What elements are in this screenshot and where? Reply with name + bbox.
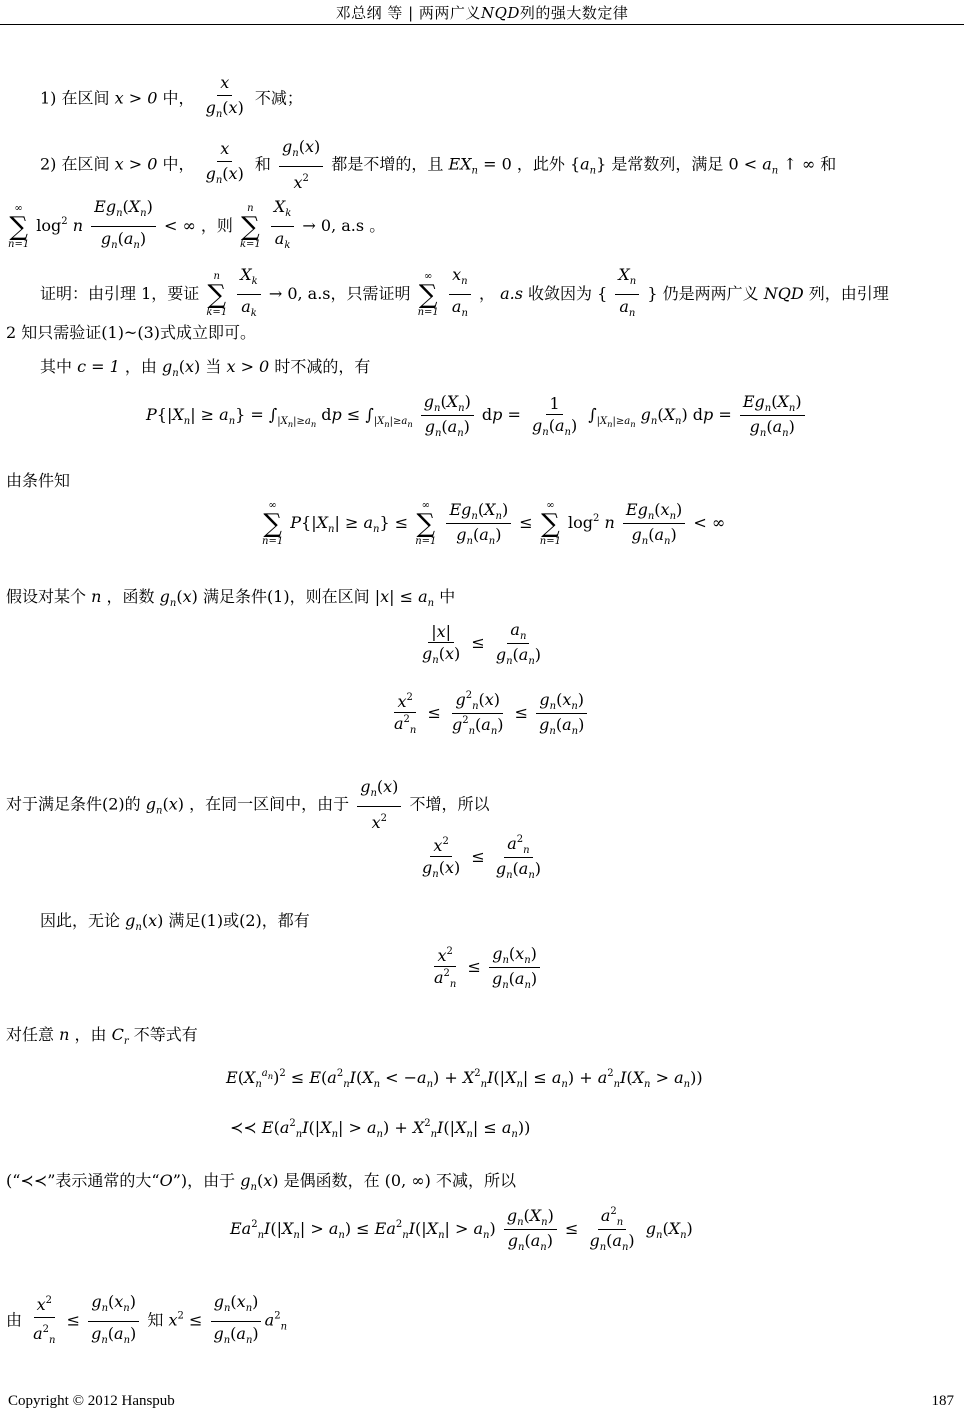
sum-operator: ∞ ∑ n=1	[417, 270, 439, 318]
fraction: $\frac{x}{g_n(x)}$	[205, 73, 244, 120]
equation-ineq-2: $\frac{x^2}{a^2_n}$ ≤ $\frac{g^2_n(x)}{g^2_n(a_n)}$ ≤ $\frac{g_n(x_n)}{g_n(a_n)}$	[388, 690, 590, 737]
fraction: $\frac{1}{g_n(a_n)}$	[531, 393, 578, 438]
fraction: $\frac{X_k}{a_k}$	[271, 196, 294, 257]
math-inline: NQD	[763, 284, 804, 303]
text: ，在同一区间中，由于	[189, 794, 350, 814]
condition-1	[40, 72, 303, 126]
text: ，	[478, 284, 495, 303]
math-inline: x > 0	[114, 154, 158, 174]
text: ”)，由于	[172, 1171, 236, 1190]
header-text: 邓总纲 等 | 两两广义	[335, 4, 481, 22]
fraction: $\frac{g_n(X_n)}{g_n(a_n)}$	[421, 392, 474, 439]
text: 不减；	[254, 88, 303, 108]
condition-sum: ∞ ∑ n=1 $\log^2 n$ $\frac{Eg_n(X_n)}{g_n(a_n)}$ < ∞ ，则 n ∑ k=1 $\frac{X_k}{a_k}$ → 0, a.s 。	[6, 196, 385, 257]
text: ，此外	[516, 154, 565, 174]
equation-ineq-1: $\frac{|x|}{g_n(x)}$ ≤ $\frac{a_n}{g_n(a_n)}$	[422, 620, 542, 667]
any-line: 对任意 n ，由 $C_r$ 不等式有	[6, 1025, 198, 1047]
header-nqd: NQD	[480, 4, 520, 22]
text: 列，由引理	[808, 284, 889, 303]
math-inline: O	[159, 1171, 173, 1190]
math-inline: a.s	[500, 284, 523, 303]
header-rule	[0, 24, 964, 25]
equation-cr-2: ≺≺ $E(a^2_nI(|X_n| > a_n) + X^2_nI(|X_n| \le a_n))$	[230, 1118, 531, 1140]
fraction: $\frac{x_n}{a_n}$	[449, 264, 471, 325]
text: 对于满足条件(2)的	[6, 794, 141, 814]
text: 仍是两两广义	[662, 284, 759, 303]
proof-line: 证明：由引理 1，要证 n ∑ k=1 $\frac{X_k}{a_k}$ → 0, a.s，只需证明 ∞ ∑ n=1 $\frac{x_n}{a_n}$ ， a.s 收敛因为 { $\frac{X_n}{a_n}$ } 仍是两两广义 NQD 列，由引理	[40, 264, 889, 325]
text-line: 由条件知	[6, 471, 71, 490]
fraction: $\frac{Eg_n(X_n)}{g_n(a_n)}$	[740, 392, 805, 439]
big-o-line: (“≺≺”表示通常的大“O”)，由于 $g_n(x)$ 是偶函数，在 (0, ∞) 不减，所以	[6, 1171, 516, 1193]
fraction: $\frac{g_n(x)}{x^2}$	[279, 136, 323, 194]
cond2-line: 对于满足条件(2)的 $g_n(x)$ ，在同一区间中，由于 $\frac{g_n(x)}{x^2}$ 不增，所以	[6, 777, 490, 832]
text: (“	[6, 1171, 21, 1190]
text: ，则	[200, 216, 233, 235]
text: 满足条件(1)，则在区间	[202, 587, 370, 606]
text: 满足(1)或(2)，都有	[168, 911, 310, 930]
text: 2) 在区间	[40, 154, 110, 174]
text: 中，	[162, 88, 195, 108]
math-inline: c = 1	[77, 357, 120, 376]
fraction: $\frac{X_k}{a_k}$	[237, 264, 260, 325]
text: 时不减的，有	[274, 357, 371, 376]
text: → 0, a.s，只需证明	[268, 284, 411, 303]
text: 由	[6, 1310, 23, 1330]
text: 不等式有	[133, 1025, 198, 1044]
math-inline: n	[59, 1025, 70, 1044]
text: 是常数列，满足	[611, 154, 724, 174]
fraction: $\frac{x}{g_n(x)}$	[205, 139, 244, 186]
equation-ineq-4: $\frac{x^2}{a^2_n}$ ≤ $\frac{g_n(x_n)}{g_n(a_n)}$	[428, 944, 543, 991]
math-inline: x > 0	[226, 357, 270, 376]
text: 对任意	[6, 1025, 55, 1044]
footer-copyright: Copyright © 2012 Hanspub	[8, 1393, 175, 1409]
text: ，由	[124, 357, 157, 376]
text: 知	[147, 1310, 164, 1330]
math-inline: ≺≺	[20, 1171, 48, 1190]
header-text-suffix: 列的强大数定律	[519, 4, 629, 22]
text: 中	[439, 587, 456, 606]
text: ，函数	[106, 587, 155, 606]
math-inline: x > 0	[114, 88, 158, 108]
text: 证明：由引理 1，要证	[40, 284, 200, 303]
text: 和	[254, 154, 271, 174]
text: 不增，所以	[409, 794, 490, 814]
fraction: $\frac{X_n}{a_n}$	[615, 264, 639, 325]
fraction: $\frac{Eg_n(X_n)}{g_n(a_n)}$	[91, 196, 156, 257]
hence-line: 因此，无论 $g_n(x)$ 满足(1)或(2)，都有	[40, 911, 310, 933]
text: 收敛因为	[528, 284, 593, 303]
sum-operator: ∞ ∑ n=1	[8, 202, 30, 250]
final-line: 由 $\frac{x^2}{a^2_n}$ ≤ $\frac{g_n(x_n)}{g_n(a_n)}$ 知 $x^2$ ≤ $\frac{g_n(x_n)}{g_n(a_n)}$ $a^2_n$	[6, 1291, 288, 1346]
text: 不减，所以	[435, 1171, 516, 1190]
equation-final-ineq: $Ea^2_nI(|X_n| > a_n) \le Ea^2_nI(|X_n| > a_n)$ $\frac{g_n(X_n)}{g_n(a_n)}$ ≤ $\frac{a^2_n}{g_n(a_n)}$ $g_n(X_n)$	[230, 1206, 693, 1253]
text: 其中	[40, 357, 73, 376]
equation-ineq-3: $\frac{x^2}{g_n(x)}$ ≤ $\frac{a^2_n}{g_n(a_n)}$	[422, 834, 542, 881]
text: ”表示通常的大“	[47, 1171, 160, 1190]
where-line: 其中 c = 1 ，由 $g_n(x)$ 当 x > 0 时不减的，有	[40, 357, 371, 379]
equation-cr-1: $E(X_n^{a_n})^2 \le E(a^2_nI(X_n < -a_n) + X^2_nI(|X_n| \le a_n) + a^2_nI(X_n > a_n))$	[226, 1068, 703, 1090]
sum-operator: n ∑ k=1	[206, 270, 228, 318]
condition-2: 2) 在区间 x > 0 中， $\frac{x}{g_n(x)}$ 和 $\frac{g_n(x)}{x^2}$ 都是不增的，且 $EX_n = 0$ ，此外 $\{a_n\}$ 是常数列，满足 $0 < a_n$ ↑ ∞ 和	[40, 137, 837, 192]
text: 因此，无论	[40, 911, 121, 930]
text: 和	[820, 154, 837, 174]
footer-page-number: 187	[931, 1393, 954, 1409]
text: 都是不增的，且	[331, 154, 444, 174]
text: 中，	[162, 154, 195, 174]
proof-line-2: 2 知只需验证(1)~(3)式成立即可。	[6, 323, 257, 342]
assume-line: 假设对某个 n ，函数 $g_n(x)$ 满足条件(1)，则在区间 $|x| \le a_n$ 中	[6, 587, 456, 609]
running-header	[0, 2, 964, 23]
text: ，由	[74, 1025, 107, 1044]
text: 假设对某个	[6, 587, 87, 606]
equation-probability: $P\{|X_n| \ge a_n\} = \int_{|X_n|\ge a_n}$ dp ≤ $\int_{|X_n|\ge a_n}$ $\frac{g_n(X_n)}{g_n(a_n)}$ dp = $\frac{1}{g_n(a_n)}$ $\int_{|X_n|\ge a_n}$ $g_n(X_n)$ dp = $\frac{Eg_n(X_n)}{g_n(a_n)}$	[146, 392, 808, 439]
math-inline: EX	[448, 154, 472, 174]
text: 1) 在区间	[40, 88, 110, 108]
math-inline: n	[91, 587, 102, 606]
text: 是偶函数，在	[283, 1171, 380, 1190]
sum-operator: n ∑ k=1	[239, 202, 261, 250]
equation-sum: ∞ ∑ n=1 $P\{|X_n| \ge a_n\}$ ≤ ∞ ∑ n=1 $\frac{Eg_n(X_n)}{g_n(a_n)}$ ≤ ∞ ∑ n=1 $\log^2 n$ $\frac{Eg_n(x_n)}{g_n(a_n)}$ < ∞	[262, 499, 726, 547]
text: → 0, a.s 。	[302, 216, 386, 235]
text: 当	[205, 357, 222, 376]
